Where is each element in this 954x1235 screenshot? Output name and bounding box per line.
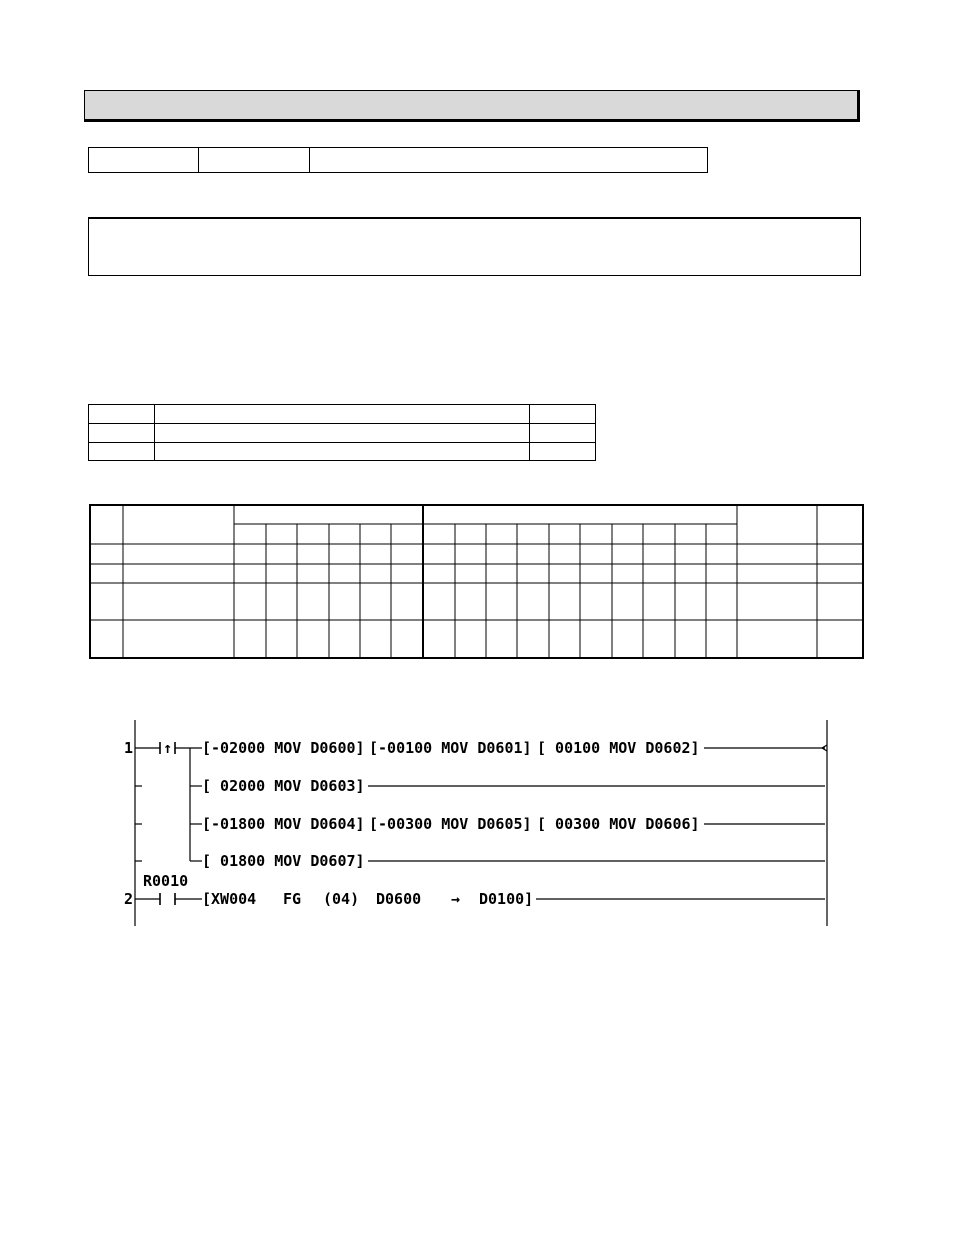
summary-cell <box>310 148 708 173</box>
contact-label-r0010: R0010 <box>143 872 189 890</box>
instruction-mov-d0602: [ 00100 MOV D0602] <box>537 739 700 757</box>
ladder-diagram <box>118 718 838 928</box>
operand-cell <box>155 443 530 461</box>
operand-cell <box>530 405 596 424</box>
fg-source: D0600 <box>376 890 422 908</box>
operand-cell <box>530 443 596 461</box>
operand-cell <box>89 405 155 424</box>
section-header-bar <box>84 90 860 122</box>
summary-cell <box>89 148 199 173</box>
description-box <box>88 217 861 276</box>
instruction-mov-d0606: [ 00300 MOV D0606] <box>537 815 700 833</box>
rung-1-number: 1 <box>124 739 134 757</box>
fg-destination: D0100] <box>479 890 534 908</box>
rising-edge-contact-icon: ↑ <box>163 739 173 757</box>
arrow-icon: → <box>451 890 461 908</box>
rung-2-number: 2 <box>124 890 134 908</box>
instruction-mov-d0605: [-00300 MOV D0605] <box>369 815 532 833</box>
fg-operand-xw004: [XW004 <box>202 890 257 908</box>
instruction-mov-d0607: [ 01800 MOV D0607] <box>202 852 365 870</box>
instruction-mov-d0603: [ 02000 MOV D0603] <box>202 777 365 795</box>
operand-cell <box>155 405 530 424</box>
instruction-mov-d0600: [-02000 MOV D0600] <box>202 739 365 757</box>
instruction-mov-d0601: [-00100 MOV D0601] <box>369 739 532 757</box>
fg-count: (04) <box>323 890 360 908</box>
operand-table <box>88 404 596 461</box>
instruction-mov-d0604: [-01800 MOV D0604] <box>202 815 365 833</box>
operand-cell <box>530 424 596 443</box>
operand-cell <box>89 424 155 443</box>
instruction-summary-table <box>88 147 708 173</box>
operand-cell <box>89 443 155 461</box>
summary-cell <box>199 148 310 173</box>
operand-cell <box>155 424 530 443</box>
device-table <box>89 504 865 660</box>
fg-instruction: FG <box>283 890 302 908</box>
